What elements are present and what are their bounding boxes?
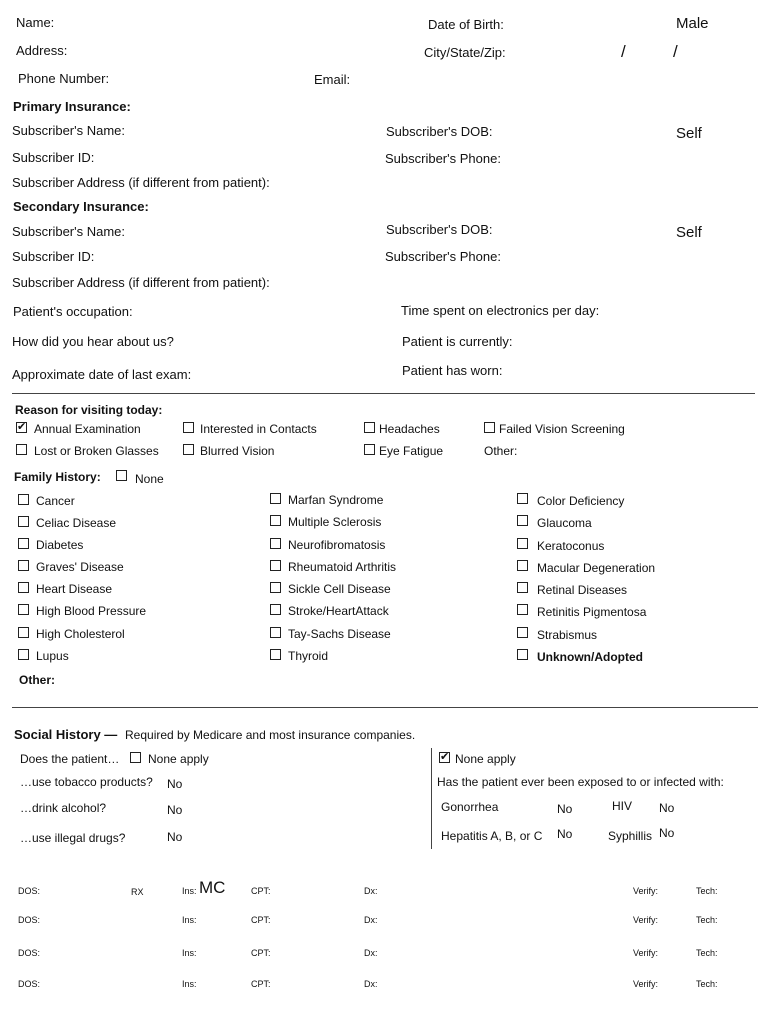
exposure-none-apply-label: None apply: [455, 752, 516, 766]
visit-dos-label: DOS:: [18, 886, 41, 896]
tobacco-answer[interactable]: No: [167, 777, 183, 791]
divider: [12, 707, 758, 708]
family-other-label: Other:: [19, 673, 55, 687]
tobacco-label: …use tobacco products?: [20, 775, 153, 789]
visit-ins-label: Ins:: [182, 886, 197, 896]
family-checkbox[interactable]: [270, 604, 281, 615]
reason-headaches-checkbox[interactable]: [364, 422, 375, 433]
heard-about-label: How did you hear about us?: [12, 334, 174, 349]
syphillis-label: Syphillis: [608, 829, 653, 843]
family-item-label: Keratoconus: [537, 539, 605, 553]
phone-label: Phone Number:: [18, 71, 110, 86]
hiv-answer[interactable]: No: [659, 801, 675, 815]
family-checkbox[interactable]: [517, 604, 528, 615]
family-checkbox[interactable]: [517, 582, 528, 593]
name-label: Name:: [16, 15, 55, 30]
reason-annual-exam-checkbox[interactable]: [16, 422, 27, 433]
has-worn-label: Patient has worn:: [402, 363, 503, 378]
family-item-label: Neurofibromatosis: [288, 538, 386, 552]
family-checkbox[interactable]: [18, 494, 29, 505]
hepatitis-answer[interactable]: No: [557, 827, 573, 841]
family-item-label: Celiac Disease: [36, 516, 117, 530]
family-item-label: Strabismus: [537, 628, 598, 642]
family-checkbox[interactable]: [18, 604, 29, 615]
reason-headaches-label: Headaches: [379, 422, 440, 436]
family-item-label: Graves' Disease: [36, 560, 124, 574]
family-item-label: Glaucoma: [537, 516, 592, 530]
visit-dos-label: DOS:: [18, 979, 41, 989]
primary-sub-id-label: Subscriber ID:: [12, 150, 95, 165]
secondary-sub-dob-label: Subscriber's DOB:: [386, 222, 493, 237]
family-checkbox[interactable]: [18, 560, 29, 571]
reason-heading: Reason for visiting today:: [15, 403, 163, 417]
alcohol-answer[interactable]: No: [167, 803, 183, 817]
currently-label: Patient is currently:: [402, 334, 513, 349]
syphillis-answer[interactable]: No: [659, 826, 675, 840]
reason-failed-screening-checkbox[interactable]: [484, 422, 495, 433]
primary-insurance-heading: Primary Insurance:: [13, 99, 131, 114]
family-item-label: Rheumatoid Arthritis: [288, 560, 397, 574]
visit-ins-label: Ins:: [182, 915, 197, 925]
family-item-label: Cancer: [36, 494, 75, 508]
family-item-label: Marfan Syndrome: [288, 493, 384, 507]
primary-sub-address-label: Subscriber Address (if different from patient):: [12, 175, 270, 190]
secondary-insurance-heading: Secondary Insurance:: [13, 199, 149, 214]
secondary-sub-name-label: Subscriber's Name:: [12, 224, 126, 239]
reason-annual-exam-label: Annual Examination: [34, 422, 141, 436]
reason-lost-glasses-label: Lost or Broken Glasses: [34, 444, 159, 458]
visit-tech-label: Tech:: [696, 979, 718, 989]
alcohol-label: …drink alcohol?: [20, 801, 107, 815]
family-checkbox[interactable]: [270, 627, 281, 638]
dob-separator: /: [673, 42, 678, 61]
drugs-answer[interactable]: No: [167, 830, 183, 844]
visit-verify-label: Verify:: [633, 979, 659, 989]
visit-dx-label: Dx:: [364, 948, 378, 958]
visit-tech-label: Tech:: [696, 886, 718, 896]
gender-value[interactable]: Male: [676, 15, 709, 32]
family-checkbox[interactable]: [18, 649, 29, 660]
primary-sub-phone-label: Subscriber's Phone:: [385, 151, 501, 166]
family-checkbox[interactable]: [517, 515, 528, 526]
hiv-label: HIV: [612, 799, 633, 813]
occupation-label: Patient's occupation:: [13, 304, 133, 319]
family-checkbox[interactable]: [270, 493, 281, 504]
family-item-label: Macular Degeneration: [537, 561, 656, 575]
drugs-label: …use illegal drugs?: [20, 831, 126, 845]
reason-eye-fatigue-label: Eye Fatigue: [379, 444, 444, 458]
visit-dos-label: DOS:: [18, 915, 41, 925]
visit-rx-label: RX: [131, 887, 144, 897]
primary-sub-name-label: Subscriber's Name:: [12, 123, 126, 138]
reason-blurred-vision-label: Blurred Vision: [200, 444, 275, 458]
visit-verify-label: Verify:: [633, 915, 659, 925]
exposed-label: Has the patient ever been exposed to or infected with:: [437, 775, 724, 789]
family-item-label: Heart Disease: [36, 582, 113, 596]
reason-failed-screening-label: Failed Vision Screening: [499, 422, 625, 436]
visit-dos-label: DOS:: [18, 948, 41, 958]
family-checkbox[interactable]: [18, 538, 29, 549]
family-item-label: Thyroid: [288, 649, 329, 663]
secondary-sub-address-label: Subscriber Address (if different from patient):: [12, 275, 270, 290]
gonorrhea-label: Gonorrhea: [441, 800, 499, 814]
gonorrhea-answer[interactable]: No: [557, 802, 573, 816]
family-checkbox[interactable]: [270, 538, 281, 549]
family-item-label: Retinal Diseases: [537, 583, 628, 597]
vertical-divider: [431, 748, 432, 849]
visit-verify-label: Verify:: [633, 948, 659, 958]
reason-blurred-vision-checkbox[interactable]: [183, 444, 194, 455]
visit-tech-label: Tech:: [696, 948, 718, 958]
social-none-apply-checkbox[interactable]: [130, 752, 141, 763]
visit-cpt-label: CPT:: [251, 915, 271, 925]
family-checkbox[interactable]: [270, 560, 281, 571]
divider: [12, 393, 755, 394]
visit-tech-label: Tech:: [696, 915, 718, 925]
family-item-label: High Cholesterol: [36, 627, 125, 641]
hepatitis-label: Hepatitis A, B, or C: [441, 829, 543, 843]
reason-contacts-checkbox[interactable]: [183, 422, 194, 433]
family-item-label: Retinitis Pigmentosa: [537, 605, 647, 619]
family-item-label: Sickle Cell Disease: [288, 582, 391, 596]
reason-eye-fatigue-checkbox[interactable]: [364, 444, 375, 455]
secondary-sub-phone-label: Subscriber's Phone:: [385, 249, 501, 264]
family-item-label: Lupus: [36, 649, 69, 663]
family-checkbox[interactable]: [517, 493, 528, 504]
family-checkbox[interactable]: [517, 627, 528, 638]
family-item-label: Unknown/Adopted: [537, 650, 643, 664]
visit-cpt-label: CPT:: [251, 979, 271, 989]
email-label: Email:: [314, 72, 351, 87]
electronics-label: Time spent on electronics per day:: [401, 303, 600, 318]
social-history-note: Required by Medicare and most insurance companies.: [125, 728, 416, 742]
does-patient-label: Does the patient…: [20, 752, 120, 766]
family-none-label: None: [135, 472, 164, 486]
reason-contacts-label: Interested in Contacts: [200, 422, 317, 436]
primary-relationship-value[interactable]: Self: [676, 125, 702, 142]
last-exam-label: Approximate date of last exam:: [12, 367, 192, 382]
secondary-sub-id-label: Subscriber ID:: [12, 249, 95, 264]
family-item-label: Color Deficiency: [537, 494, 625, 508]
family-checkbox[interactable]: [517, 649, 528, 660]
family-checkbox[interactable]: [18, 627, 29, 638]
reason-other-label: Other:: [484, 444, 518, 458]
family-history-heading: Family History:: [14, 470, 101, 484]
family-none-checkbox[interactable]: [116, 470, 127, 481]
visit-verify-label: Verify:: [633, 886, 659, 896]
visit-ins-value[interactable]: MC: [199, 878, 226, 897]
secondary-relationship-value[interactable]: Self: [676, 224, 702, 241]
family-checkbox[interactable]: [18, 582, 29, 593]
family-checkbox[interactable]: [270, 649, 281, 660]
visit-dx-label: Dx:: [364, 979, 378, 989]
visit-dx-label: Dx:: [364, 886, 378, 896]
family-item-label: Multiple Sclerosis: [288, 515, 382, 529]
address-label: Address:: [16, 43, 68, 58]
family-checkbox[interactable]: [18, 516, 29, 527]
visit-ins-label: Ins:: [182, 948, 197, 958]
primary-sub-dob-label: Subscriber's DOB:: [386, 124, 493, 139]
city-state-zip-label: City/State/Zip:: [424, 45, 506, 60]
exposure-none-apply-checkbox[interactable]: [439, 752, 450, 763]
visit-cpt-label: CPT:: [251, 886, 271, 896]
dob-label: Date of Birth:: [428, 17, 504, 32]
family-item-label: Stroke/HeartAttack: [288, 604, 389, 618]
family-item-label: Tay-Sachs Disease: [288, 627, 391, 641]
family-checkbox[interactable]: [517, 560, 528, 571]
visit-cpt-label: CPT:: [251, 948, 271, 958]
family-item-label: Diabetes: [36, 538, 84, 552]
visit-dx-label: Dx:: [364, 915, 378, 925]
family-checkbox[interactable]: [517, 538, 528, 549]
family-item-label: High Blood Pressure: [36, 604, 147, 618]
family-checkbox[interactable]: [270, 515, 281, 526]
family-checkbox[interactable]: [270, 582, 281, 593]
reason-lost-glasses-checkbox[interactable]: [16, 444, 27, 455]
social-history-heading: Social History —: [14, 727, 118, 742]
social-none-apply-label: None apply: [148, 752, 209, 766]
visit-ins-label: Ins:: [182, 979, 197, 989]
dob-separator: /: [621, 42, 626, 61]
